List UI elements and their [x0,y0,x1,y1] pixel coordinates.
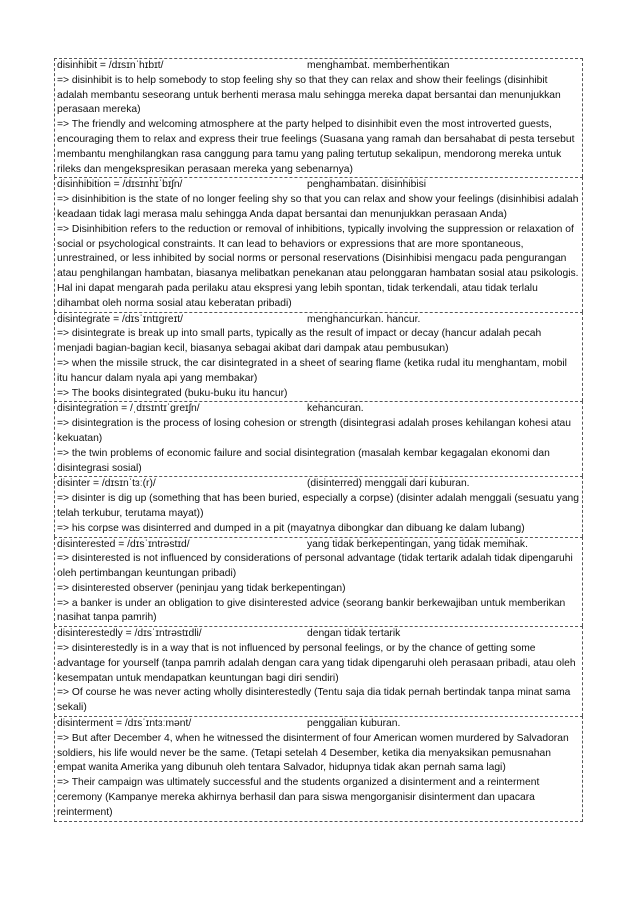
entry-meaning: yang tidak berkepentingan, yang tidak memihak. [307,538,528,550]
entry-term: disinterested = /dɪsˈɪntrəstɪd/ [57,538,190,550]
entry-meaning: menghancurkan. hancur. [307,313,421,325]
entry-header [55,538,582,553]
entry-meaning: dengan tidak tertarik [307,628,401,640]
entry-example: => disinter is dig up (something that has been buried, especially a corpse) (disinter adalah menggali (sesuatu yang telah terkubur, terutama mayat)) [57,493,580,519]
entry-example: => But after December 4, when he witnessed the disinterment of four American women murdered by Salvadoran soldiers, his life would never be the same. (Tetapi setelah 4 Desember, ketika dia menyaksikan pemusnahan empat wanita Amerika yang dibunuh oleh tentara Salvador, hidupnya tidak akan pernah sama lagi) [57,732,569,774]
entry-meaning: (disinterred) menggali dari kuburan. [307,478,470,490]
entry-meaning: menghambat. memberhentikan [307,60,450,71]
entry-example: => disinhibit is to help somebody to stop feeling shy so that they can relax and show their feelings (disinhibit adalah membantu seseorang untuk berhenti merasa malu sehingga mereka dapat bersantai dan menunjukkan perasaan mereka) [57,74,561,116]
dictionary-entry [54,312,583,402]
entry-header [55,627,582,642]
entry-example: => disinhibition is the state of no longer feeling shy so that you can relax and show your feelings (disinhibisi adalah keadaan tidak lagi merasa malu sehingga Anda dapat bersantai dan menunjukkan perasaan Anda) [57,194,579,220]
entry-meaning: kehancuran. [307,403,364,415]
entry-term: disinter = /dɪsɪnˈtɜː(r)/ [57,478,156,490]
entry-term: disinterestedly = /dɪsˈɪntrəstɪdli/ [57,628,202,640]
entry-example: => The books disintegrated (buku-buku itu hancur) [57,387,288,399]
entry-example: => The friendly and welcoming atmosphere at the party helped to disinhibit even the most introverted guests, encouraging them to relax and express their true feelings (Suasana yang ramah dan bersahabat di pesta tersebut membantu menghilangkan rasa canggung para tamu yang paling tertutup sekalipun, mendorong mereka untuk rileks dan mengekspresikan perasaan mereka yang sebenarnya) [57,119,575,175]
entry-example: => disintegration is the process of losing cohesion or strength (disintegrasi adalah proses kehilangan kohesi atau kekuatan) [57,418,572,444]
entry-header [55,717,582,732]
dictionary-entry [54,716,583,822]
entry-example: => disinterestedly is in a way that is not influenced by personal feelings, or by the chance of getting some advantage for yourself (tanpa pamrih adalah dengan cara yang tidak dipengaruhi oleh perasaan pribadi, atau oleh kesempatan untuk mendapatkan keuntungan bagi diri sendiri) [57,643,576,684]
dictionary-entry [54,476,583,536]
entry-header [55,402,582,417]
entry-meaning: penghambatan. disinhibisi [307,179,427,191]
entry-header [55,313,582,328]
entry-term: disintegrate = /dɪsˈɪntɪɡreɪt/ [57,313,183,325]
dictionary-page [54,58,583,822]
entry-header [55,59,582,74]
entry-example: => Disinhibition refers to the reduction or removal of inhibitions, typically involving the suppression or relaxation of social or psychological constraints. It can lead to behaviors or expressions that are more spontaneous, unrestrained, or less inhibited by social norms or personal reservations (Disinhibisi mengacu pada pengurangan atau penghilangan hambatan, biasanya melibatkan penekanan atau pelonggaran hambatan sosial atau psikologis. Hal ini dapat mengarah pada perilaku atau ekspresi yang lebih spontan, tidak terkendali, atau tidak terlalu dihambat oleh norma sosial atau keberatan pribadi) [57,223,579,309]
entry-header [55,178,582,193]
entry-example: => disinterested observer (peninjau yang tidak berkepentingan) [57,582,346,594]
entry-example: => Of course he was never acting wholly disinterestedly (Tentu saja dia tidak pernah bertindak tanpa minat sama sekali) [57,687,571,714]
dictionary-entry [54,401,583,476]
entry-header [55,477,582,492]
dictionary-entry [54,58,583,177]
entry-example: => disinterested is not influenced by considerations of personal advantage (tidak tertarik adalah tidak dipengaruhi oleh pertimbangan keuntungan pribadi) [57,553,573,580]
dictionary-entry [54,177,583,311]
entry-term: disinterment = /dɪsˈɪntɜːmənt/ [57,718,192,730]
entry-term: disinhibit = /dɪsɪnˈhɪbɪt/ [57,60,164,71]
entry-example: => when the missile struck, the car disintegrated in a sheet of searing flame (ketika rudal itu menghantam, mobil itu hancur dalam nyala api yang membakar) [57,357,567,384]
entry-example: => a banker is under an obligation to give disinterested advice (seorang bankir berkewajiban untuk memberikan nasihat tanpa pamrih) [57,597,566,624]
entry-example: => disintegrate is break up into small parts, typically as the result of impact or decay (hancur adalah pecah menjadi bagian-bagian kecil, biasanya sebagai akibat dari dampak atau pembusukan) [57,328,542,355]
entry-example: => the twin problems of economic failure and social disintegration (masalah kembar kegagalan ekonomi dan disintegrasi sosial) [57,447,550,474]
entry-term: disinhibition = /dɪsɪnhɪˈbɪʃn/ [57,179,183,191]
entry-example: => Their campaign was ultimately successful and the students organized a disinterment and a reinterment ceremony (Kampanye mereka akhirnya berhasil dan para siswa mengorganisir disinterment dan upacara reinterment) [57,777,540,818]
entry-meaning: penggalian kuburan. [307,718,401,730]
dictionary-entry [54,626,583,716]
entry-example: => his corpse was disinterred and dumped in a pit (mayatnya dibongkar dan dibuang ke dalam lubang) [57,522,525,534]
entry-term: disintegration = /ˌdɪsɪntɪˈɡreɪʃn/ [57,403,200,415]
dictionary-entry [54,537,583,627]
